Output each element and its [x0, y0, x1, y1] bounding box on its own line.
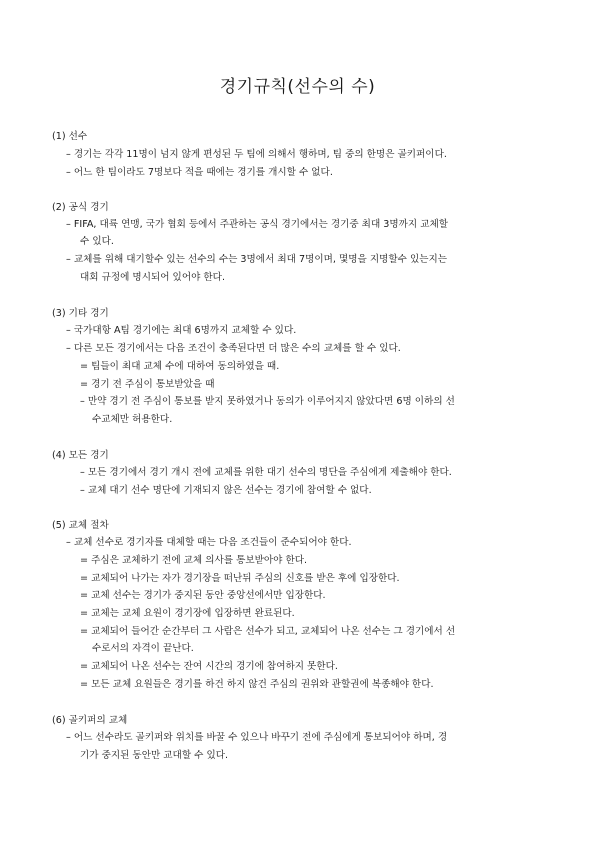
section-heading: (5) 교체 절차 [52, 520, 109, 531]
section-heading: (3) 기타 경기 [52, 308, 109, 319]
section-heading: (4) 모든 경기 [52, 450, 109, 461]
rule-line: – 어느 한 팀이라도 7명보다 적을 때에는 경기를 개시할 수 없다. [66, 167, 333, 178]
rule-line: – 만약 경기 전 주심이 통보를 받지 못하였거나 동의가 이루어지지 않았다면 6명 이하의 선 [80, 396, 455, 407]
rule-line: = 모든 교체 요원들은 경기를 하건 하지 않건 주심의 권위와 관할권에 복종해야 한다. [80, 679, 434, 690]
rule-line: = 주심은 교체하기 전에 교체 의사를 통보받아야 한다. [80, 555, 308, 566]
rule-line: – 국가대항 A팀 경기에는 최대 6명까지 교체할 수 있다. [66, 325, 297, 336]
rule-line: – 어느 선수라도 골키퍼와 위치를 바꿀 수 있으나 바꾸기 전에 주심에게 통보되어야 하며, 경 [66, 732, 448, 743]
rule-line: = 팀들이 최대 교체 수에 대하여 동의하였을 때. [80, 361, 280, 372]
rule-line: – FIFA, 대륙 연맹, 국가 협회 등에서 주관하는 공식 경기에서는 경기중 최대 3명까지 교체할 [66, 219, 449, 230]
section-heading: (2) 공식 경기 [52, 202, 109, 213]
rule-line: 수교체만 허용한다. [92, 414, 173, 425]
rule-line: = 경기 전 주심이 통보받았을 때 [80, 379, 215, 390]
rule-line: – 교체를 위해 대기할수 있는 선수의 수는 3명에서 최대 7명이며, 몇명을 지명할수 있는지는 [66, 254, 448, 265]
rule-line: = 교체되어 들어간 순간부터 그 사람은 선수가 되고, 교체되어 나온 선수는 그 경기에서 선 [80, 626, 456, 637]
rule-line: 대회 규정에 명시되어 있어야 한다. [80, 272, 225, 283]
rule-line: 수 있다. [80, 236, 114, 247]
rule-line: = 교체 선수는 경기가 중지된 동안 중앙선에서만 입장한다. [80, 590, 326, 601]
rule-line: – 다른 모든 경기에서는 다음 조건이 충족된다면 더 많은 수의 교체를 할 수 있다. [66, 343, 401, 354]
rule-line: = 교체되어 나온 선수는 잔여 시간의 경기에 참여하지 못한다. [80, 661, 338, 672]
rule-line: 기가 중지된 동안만 교대할 수 있다. [80, 750, 229, 761]
rule-line: – 교체 선수로 경기자를 대체할 때는 다음 조건들이 준수되어야 한다. [66, 537, 352, 548]
section-heading: (6) 골키퍼의 교체 [52, 715, 128, 726]
rule-line: – 모든 경기에서 경기 개시 전에 교체를 위한 대기 선수의 명단을 주심에게 제출해야 한다. [80, 467, 452, 478]
rule-line: – 교체 대기 선수 명단에 기재되지 않은 선수는 경기에 참여할 수 없다. [80, 485, 372, 496]
page-title: 경기규칙(선수의 수) [219, 77, 376, 97]
rule-line: 수로서의 자격이 끝난다. [92, 643, 194, 654]
rule-line: = 교체는 교체 요원이 경기장에 입장하면 완료된다. [80, 608, 295, 619]
rule-line: = 교체되어 나가는 자가 경기장을 떠난뒤 주심의 신호를 받은 후에 입장한다. [80, 573, 400, 584]
rule-line: – 경기는 각각 11명이 넘지 않게 편성된 두 팀에 의해서 행하며, 팀 중의 한명은 골키퍼이다. [66, 149, 447, 160]
section-heading: (1) 선수 [52, 131, 88, 142]
